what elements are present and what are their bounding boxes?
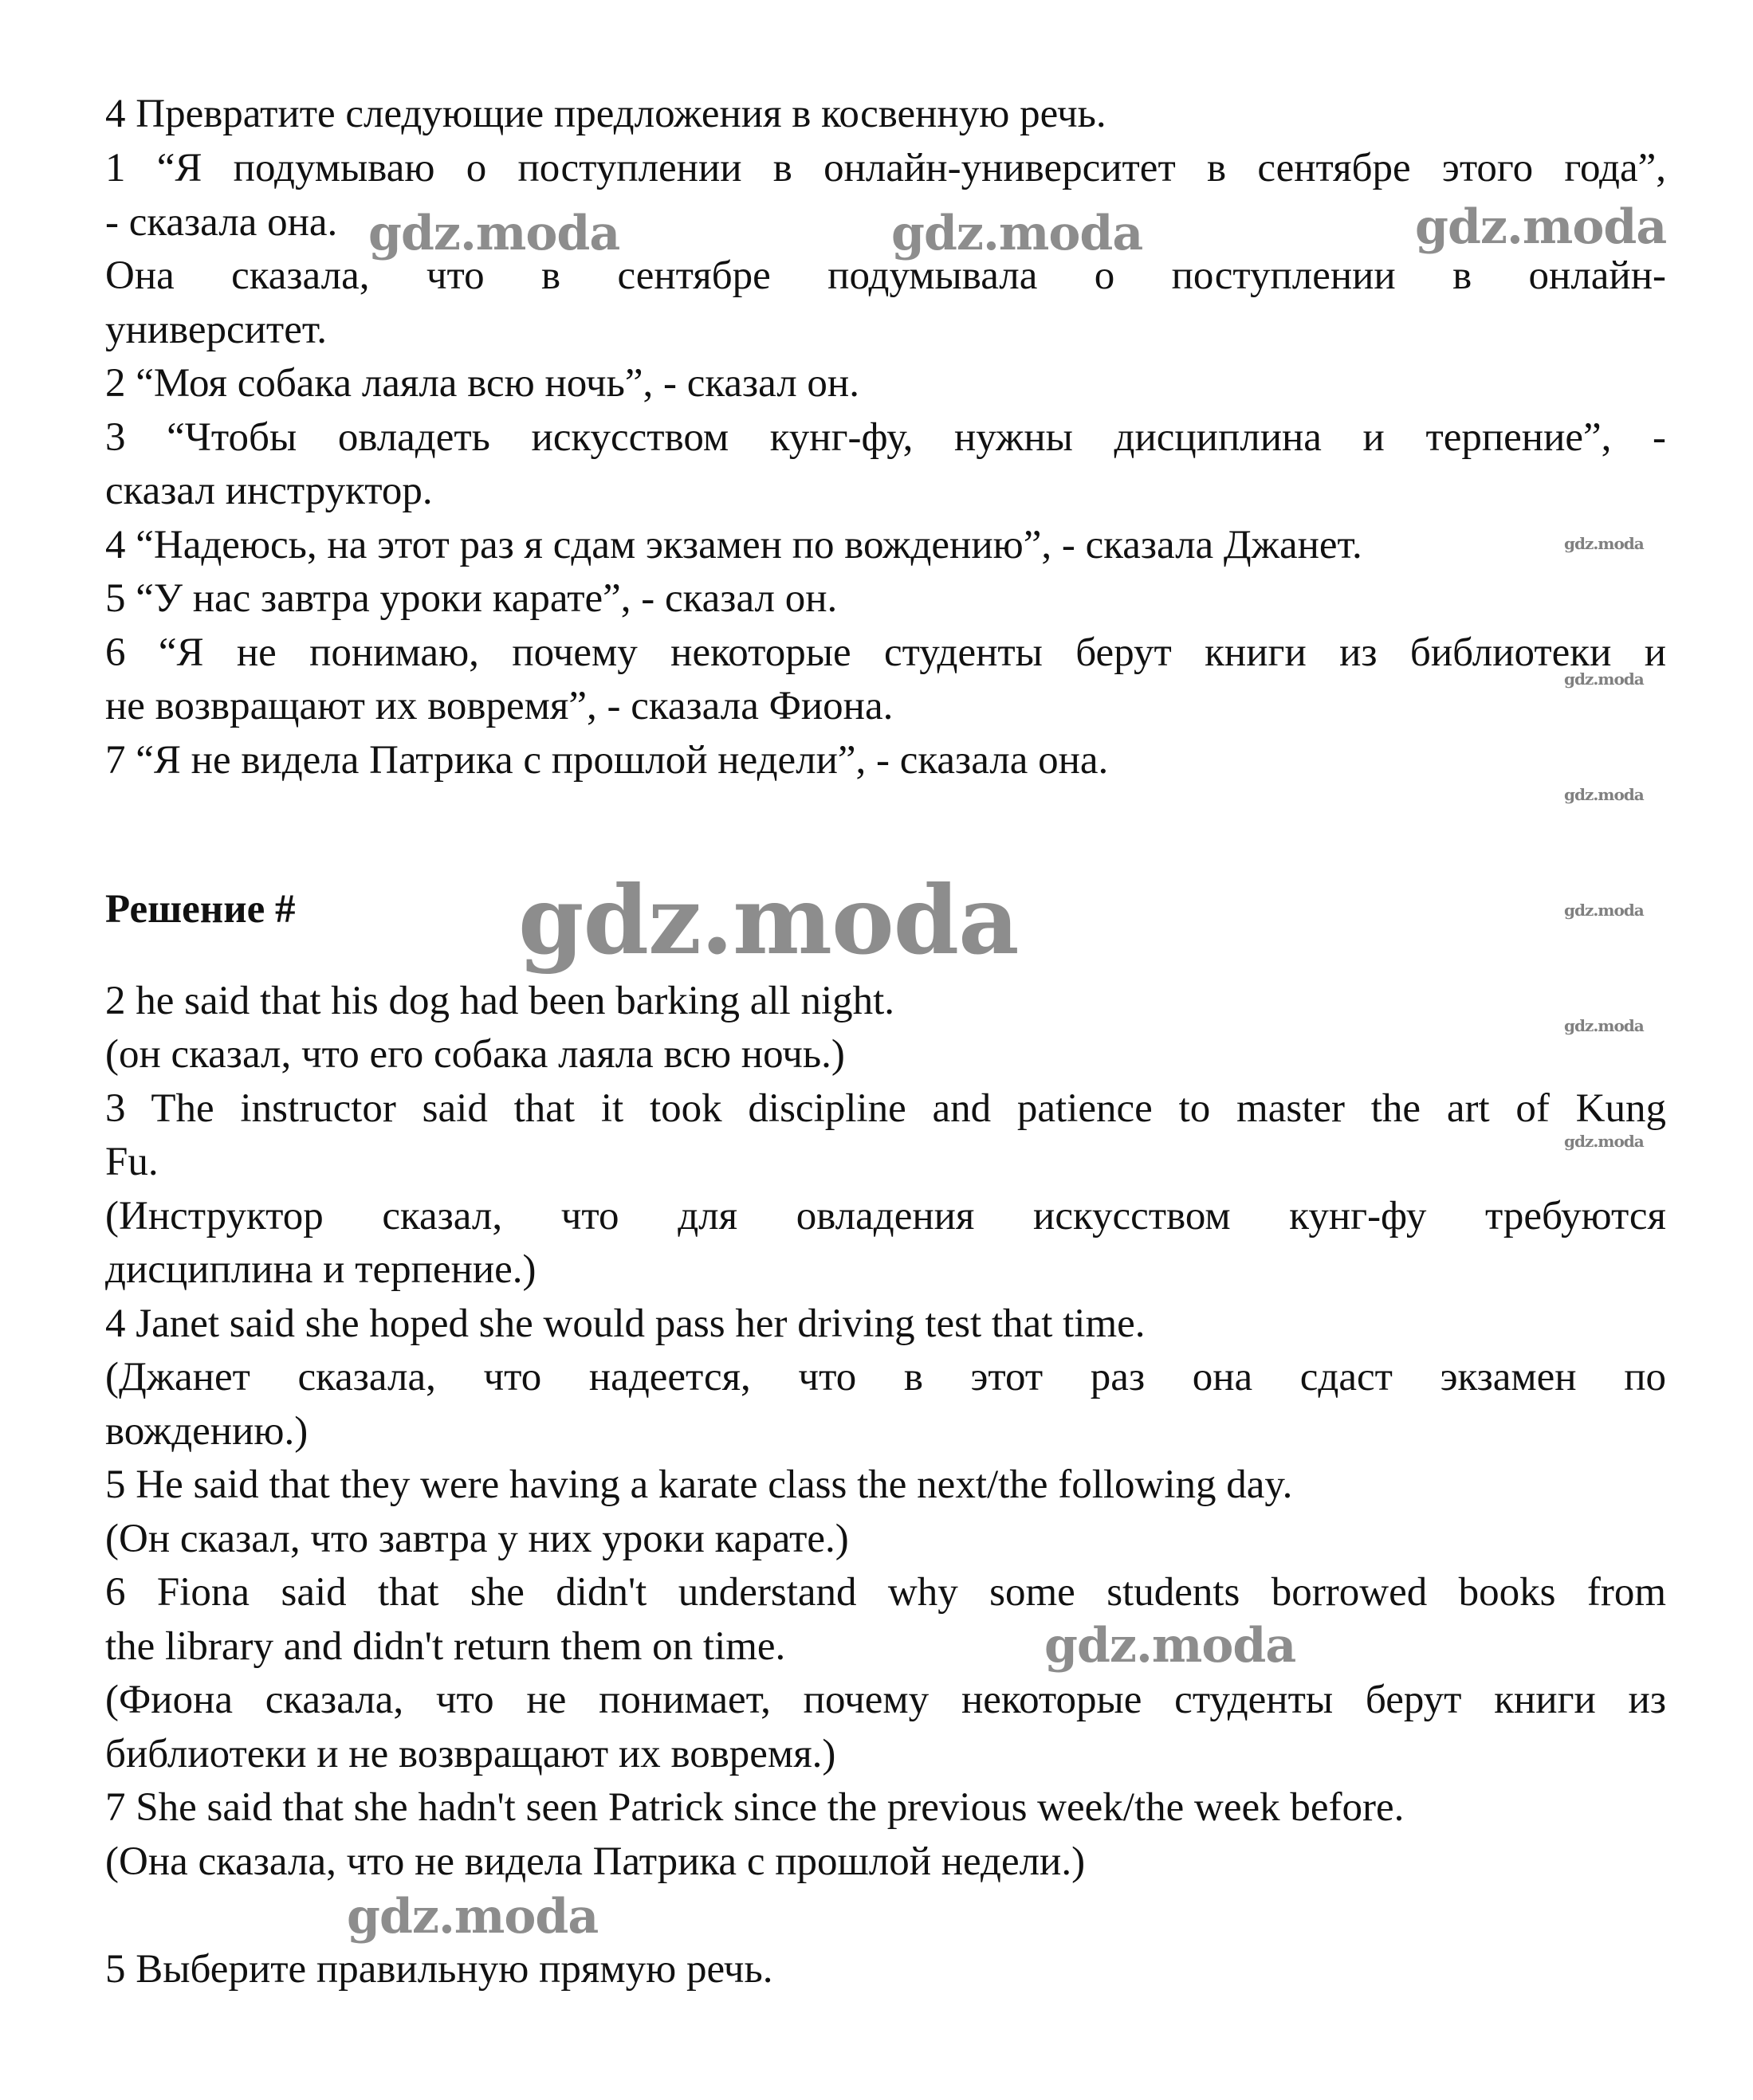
task-line: 1 “Я подумываю о поступлении в онлайн-университет в сентябре этого года”, [105,146,1666,190]
watermark: gdz.moda [891,206,1143,261]
solution-line: 5 He said that they were having a karate class the next/the following day. [105,1462,1293,1507]
task-line: 4 “Надеюсь, на этот раз я сдам экзамен по вождению”, - сказала Джанет. [105,523,1362,567]
solution-line: библиотеки и не возвращают их вовремя.) [105,1732,836,1776]
watermark: gdz.moda [1564,669,1644,689]
solution-line: 7 She said that she hadn't seen Patrick since the previous week/the week before. [105,1785,1405,1830]
next-task-heading: 5 Выберите правильную прямую речь. [105,1947,773,1992]
solution-line: вождению.) [105,1409,309,1454]
solution-line: (он сказал, что его собака лаяла всю ночь.) [105,1032,845,1077]
task-line: Она сказала, что в сентябре подумывала о поступлении в онлайн- [105,253,1666,298]
solution-line: (Джанет сказала, что надеется, что в этот раз она сдаст экзамен по [105,1355,1666,1399]
task-line: 3 “Чтобы овладеть искусством кунг-фу, нужны дисциплина и терпение”, - [105,415,1666,460]
task-line: 2 “Моя собака лаяла всю ночь”, - сказал он. [105,361,859,406]
watermark: gdz.moda [1564,1132,1644,1151]
task-line: сказал инструктор. [105,469,433,513]
solution-line: (Фиона сказала, что не понимает, почему некоторые студенты берут книги из [105,1678,1666,1722]
solution-line: 2 he said that his dog had been barking all night. [105,979,895,1023]
task-line: 5 “У нас завтра уроки карате”, - сказал он. [105,576,838,621]
solution-line: 6 Fiona said that she didn't understand why some students borrowed books from [105,1570,1666,1615]
watermark: gdz.moda [518,865,1019,975]
solution-line: Fu. [105,1140,159,1184]
solution-heading: Решение # [105,887,296,932]
solution-line: the library and didn't return them on time. [105,1624,786,1669]
solution-line: 3 The instructor said that it took discipline and patience to master the art of Kung [105,1086,1666,1131]
watermark: gdz.moda [1415,199,1667,255]
solution-line: 4 Janet said she hoped she would pass her driving test that time. [105,1301,1146,1346]
task-line: - сказала она. [105,200,338,245]
solution-line: (Он сказал, что завтра у них уроки карате.) [105,1517,849,1561]
task-line: 7 “Я не видела Патрика с прошлой недели”, - сказала она. [105,738,1109,783]
watermark: gdz.moda [1564,785,1644,804]
solution-line: дисциплина и терпение.) [105,1247,537,1292]
watermark: gdz.moda [368,206,620,261]
task-heading: 4 Превратите следующие предложения в косвенную речь. [105,92,1106,136]
watermark: gdz.moda [1564,901,1644,920]
watermark: gdz.moda [1044,1618,1296,1674]
solution-line: (Инструктор сказал, что для овладения искусством кунг-фу требуются [105,1194,1666,1238]
watermark: gdz.moda [347,1889,599,1945]
solution-line: (Она сказала, что не видела Патрика с прошлой недели.) [105,1839,1086,1884]
task-line: университет. [105,308,328,352]
watermark: gdz.moda [1564,1016,1644,1035]
watermark: gdz.moda [1564,534,1644,553]
task-line: 6 “Я не понимаю, почему некоторые студенты берут книги из библиотеки и [105,630,1666,675]
task-line: не возвращают их вовремя”, - сказала Фиона. [105,684,894,728]
